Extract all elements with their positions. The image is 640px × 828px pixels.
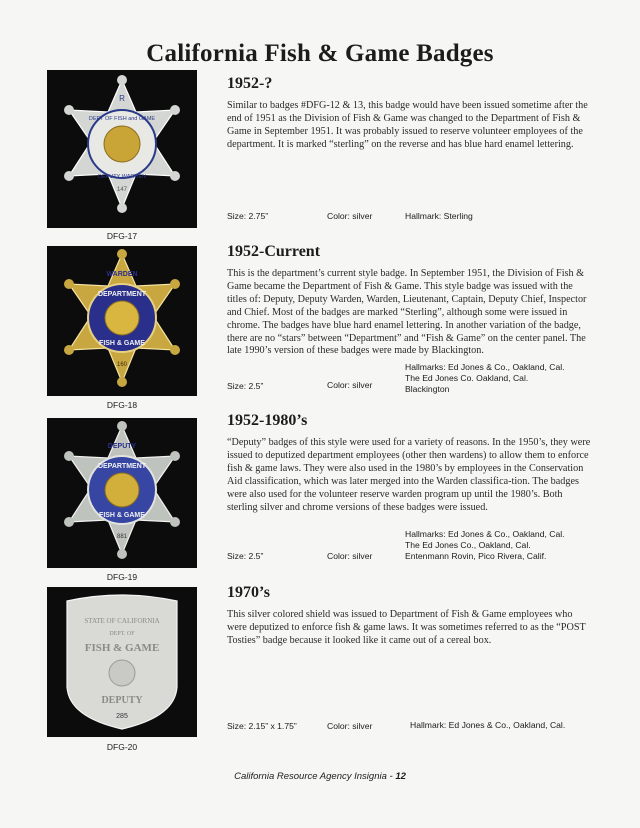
hallmark-line: The Ed Jones Co., Oakland, Cal.: [405, 540, 531, 550]
badge-photo-dfg-18: [47, 246, 197, 396]
entry-description: “Deputy” badges of this style were used for a variety of reasons. In the 1950’s, they were issued to deputized department employees (other then wardens) to allow them to enforce fish & game laws. They were also used in the 1980’s by employees in the Conservation Aid classification, which was later merged into the Warden classifica-tion. The badges were also used for the volunteer reserve warden program up until the 1980’s. Both sterling silver and chrome versions of these badges were issued.: [227, 437, 591, 513]
badge-seal-text: FISH & GAME: [99, 340, 145, 347]
badge-caption: DFG-20: [106, 742, 138, 752]
hallmark-line: Entenmann Rovin, Pico Rivera, Calif.: [405, 551, 547, 561]
hallmark-line: The Ed Jones Co. Oakland, Cal.: [405, 373, 529, 383]
size-label: Size: 2.5”: [227, 551, 264, 561]
badge-seal-text: FISH & GAME: [99, 512, 145, 519]
badge-number: 147: [116, 187, 128, 193]
hallmark-line: Hallmarks: Ed Jones & Co., Oakland, Cal.: [405, 362, 565, 372]
size-label: Size: 2.5”: [227, 381, 264, 391]
star-badge-image: [47, 246, 197, 396]
badge-seal: [105, 301, 139, 335]
hallmark-label: [405, 362, 565, 395]
color-label: Color: silver: [327, 551, 373, 561]
shield-badge-image: [47, 587, 197, 737]
badge-scroll-text: DEPUTY WARDEN: [98, 174, 146, 180]
entry-dfg-20: [227, 584, 592, 648]
badge-top-text: DEPUTY: [107, 443, 137, 450]
star-badge-image: [47, 70, 197, 228]
color-label: Color: silver: [327, 721, 373, 731]
entry-description: Similar to badges #DFG-12 & 13, this badge would have been issued sometime after the end of 1951 as the Division of Fish & Game was changed to the Department of Fish & Game in September 1951. It was probably issued to reserve volunteer employees of the department. It is marked “sterling” on the reverse and has blue hard enamel lettering.: [227, 100, 588, 150]
badge-number: 160: [116, 362, 128, 368]
entry-heading: 1952-1980’s: [227, 412, 308, 429]
badge-seal-text: FISH & GAME: [84, 642, 160, 654]
entry-heading: 1970’s: [227, 584, 270, 601]
badge-number: 285: [116, 713, 128, 720]
badge-rim-text: DEPT OF FISH and GAME: [88, 116, 156, 122]
badge-rim-text: DEPARTMENT: [97, 463, 147, 470]
badge-caption: DFG-17: [106, 231, 138, 241]
entry-description: This silver colored shield was issued to Department of Fish & Game employees who were deputized to enforce fish & game laws. It was sometimes referred to as the “POST Tosties” badge because it looked like it came out of a cereal box.: [227, 609, 586, 646]
badge-caption: DFG-18: [106, 400, 138, 410]
hallmark-line: Hallmark: Sterling: [405, 211, 473, 221]
page-footer: [0, 771, 640, 782]
hallmark-label: [410, 720, 565, 731]
badge-seal: [109, 660, 135, 686]
color-label: Color: silver: [327, 380, 373, 390]
badge-scroll-text: DEPUTY: [101, 695, 143, 706]
star-badge-image: [47, 418, 197, 568]
hallmark-line: Blackington: [405, 384, 450, 394]
badge-rim-text: DEPT. OF: [109, 631, 135, 637]
color-label: Color: silver: [327, 211, 373, 221]
badge-photo-dfg-17: [47, 70, 197, 228]
badge-rim-text: DEPARTMENT: [97, 291, 147, 298]
entry-description: This is the department’s current style badge. In September 1951, the Division of Fish & Game became the Department of Fish & Game. This style badge was issued with the titles of: Deputy, Deputy Warden, Warden, Lieutenant, Captain, Deputy Chief, Inspector and Chief. Most of the badges are marked “Sterling”, although some were issued in chrome. The badges have blue hard enamel lettering. In another variation of the badge, there are no “stars” between “Department” and “Fish & Game” on the center panel. The late 1990’s version of these badges were made by Blackington.: [227, 268, 587, 357]
badge-number: 881: [116, 534, 128, 540]
footer-title: California Resource Agency Insignia -: [234, 771, 396, 782]
size-label: Size: 2.75”: [227, 211, 269, 221]
page-title: California Fish & Game Badges: [146, 40, 494, 67]
badge-top-text: R: [119, 94, 125, 103]
badge-photo-dfg-19: [47, 418, 197, 568]
badge-caption: DFG-19: [106, 572, 138, 582]
badge-seal: [105, 473, 139, 507]
page-number: 12: [395, 771, 406, 782]
hallmark-line: Hallmark: Ed Jones & Co., Oakland, Cal.: [410, 720, 566, 730]
entry-dfg-18: [227, 243, 592, 358]
entry-dfg-19: [227, 412, 592, 514]
badge-photo-dfg-20: [47, 587, 197, 737]
badge-seal: [104, 126, 140, 162]
hallmark-label: [405, 211, 473, 222]
size-label: Size: 2.15” x 1.75”: [227, 721, 297, 731]
badge-top-text: WARDEN: [106, 271, 138, 278]
badge-top-text: STATE OF CALIFORNIA: [84, 617, 160, 625]
entry-heading: 1952-Current: [227, 243, 321, 260]
hallmark-line: Hallmarks: Ed Jones & Co., Oakland, Cal.: [405, 529, 565, 539]
hallmark-label: [405, 529, 565, 562]
entry-heading: 1952-?: [227, 75, 273, 92]
entry-dfg-17: [227, 75, 592, 152]
